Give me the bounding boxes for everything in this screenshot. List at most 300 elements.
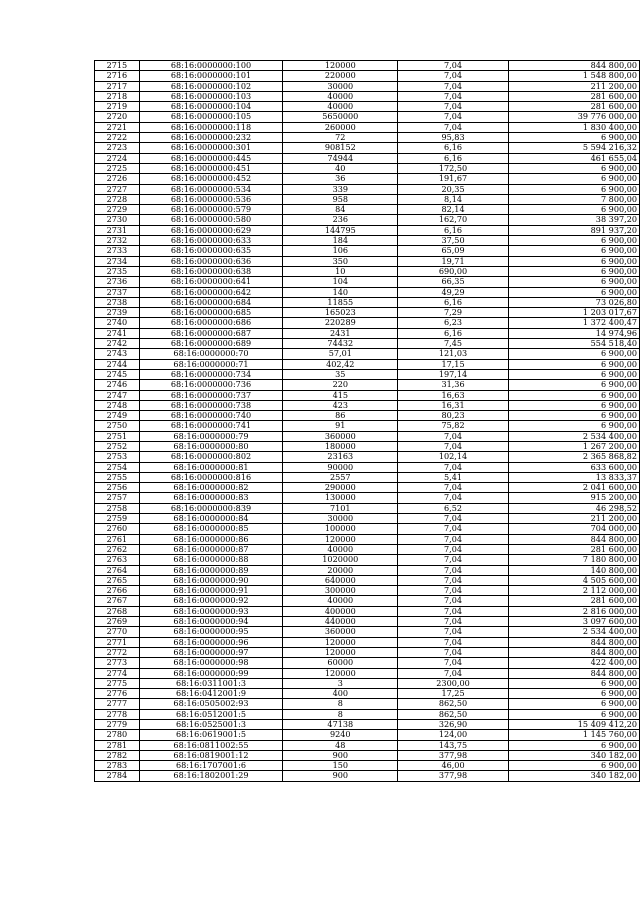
table-row: [95, 133, 640, 143]
row-number-cell: 2761: [95, 534, 140, 544]
value-cell: 6 900,00: [508, 133, 639, 143]
rate-cell: 7,04: [398, 431, 508, 441]
row-number-cell: 2732: [95, 236, 140, 246]
table-row: [95, 441, 640, 451]
area-cell: 165023: [283, 308, 398, 318]
cadastral-number-cell: 68:16:0000000:737: [139, 390, 282, 400]
value-cell: 2 112 000,00: [508, 586, 639, 596]
table-row: [95, 287, 640, 297]
row-number-cell: 2736: [95, 277, 140, 287]
value-cell: 6 900,00: [508, 390, 639, 400]
rate-cell: 7,04: [398, 91, 508, 101]
rate-cell: 46,00: [398, 761, 508, 771]
row-number-cell: 2751: [95, 431, 140, 441]
value-cell: 891 937,20: [508, 225, 639, 235]
rate-cell: 7,04: [398, 493, 508, 503]
value-cell: 844 800,00: [508, 668, 639, 678]
row-number-cell: 2773: [95, 658, 140, 668]
value-cell: 39 776 000,00: [508, 112, 639, 122]
area-cell: 120000: [283, 534, 398, 544]
table-row: [95, 709, 640, 719]
value-cell: 211 200,00: [508, 514, 639, 524]
value-cell: 6 900,00: [508, 266, 639, 276]
value-cell: 7 800,00: [508, 194, 639, 204]
table-row: [95, 421, 640, 431]
rate-cell: 6,16: [398, 153, 508, 163]
value-cell: 4 505 600,00: [508, 575, 639, 585]
area-cell: 40: [283, 163, 398, 173]
row-number-cell: 2763: [95, 555, 140, 565]
value-cell: 6 900,00: [508, 184, 639, 194]
cadastral-number-cell: 68:16:0000000:301: [139, 143, 282, 153]
cadastral-number-cell: 68:16:0000000:91: [139, 586, 282, 596]
table-row: [95, 606, 640, 616]
table-row: [95, 266, 640, 276]
cadastral-number-cell: 68:16:0525001:3: [139, 720, 282, 730]
value-cell: 6 900,00: [508, 236, 639, 246]
row-number-cell: 2778: [95, 709, 140, 719]
rate-cell: 7,04: [398, 483, 508, 493]
value-cell: 6 900,00: [508, 246, 639, 256]
value-cell: 6 900,00: [508, 205, 639, 215]
table-row: [95, 668, 640, 678]
row-number-cell: 2764: [95, 565, 140, 575]
cadastral-number-cell: 68:16:0000000:84: [139, 514, 282, 524]
area-cell: 90000: [283, 462, 398, 472]
value-cell: 15 409 412,20: [508, 720, 639, 730]
area-cell: 100000: [283, 524, 398, 534]
value-cell: 2 041 600,00: [508, 483, 639, 493]
cadastral-number-cell: 68:16:0000000:734: [139, 369, 282, 379]
table-row: [95, 143, 640, 153]
cadastral-number-cell: 68:16:0000000:70: [139, 349, 282, 359]
table-row: [95, 163, 640, 173]
value-cell: 633 600,00: [508, 462, 639, 472]
cadastral-number-cell: 68:16:0000000:93: [139, 606, 282, 616]
rate-cell: 162,70: [398, 215, 508, 225]
cadastral-number-cell: 68:16:0000000:103: [139, 91, 282, 101]
table-row: [95, 153, 640, 163]
area-cell: 900: [283, 750, 398, 760]
cadastral-number-cell: 68:16:0000000:687: [139, 328, 282, 338]
area-cell: 120000: [283, 668, 398, 678]
row-number-cell: 2717: [95, 81, 140, 91]
area-cell: 184: [283, 236, 398, 246]
table-row: [95, 627, 640, 637]
area-cell: 20000: [283, 565, 398, 575]
area-cell: 36: [283, 174, 398, 184]
area-cell: 40000: [283, 544, 398, 554]
cadastral-number-cell: 68:16:0000000:100: [139, 61, 282, 71]
table-row: [95, 246, 640, 256]
row-number-cell: 2741: [95, 328, 140, 338]
value-cell: 6 900,00: [508, 678, 639, 688]
row-number-cell: 2746: [95, 380, 140, 390]
rate-cell: 7,04: [398, 514, 508, 524]
area-cell: 30000: [283, 514, 398, 524]
value-cell: 281 600,00: [508, 596, 639, 606]
cadastral-number-cell: 68:16:0000000:98: [139, 658, 282, 668]
table-row: [95, 390, 640, 400]
rate-cell: 75,82: [398, 421, 508, 431]
area-cell: 260000: [283, 122, 398, 132]
row-number-cell: 2767: [95, 596, 140, 606]
area-cell: 9240: [283, 730, 398, 740]
table-row: [95, 771, 640, 781]
cadastral-number-cell: 68:16:0000000:635: [139, 246, 282, 256]
row-number-cell: 2744: [95, 359, 140, 369]
table-row: [95, 205, 640, 215]
value-cell: 844 800,00: [508, 637, 639, 647]
row-number-cell: 2771: [95, 637, 140, 647]
area-cell: 120000: [283, 637, 398, 647]
rate-cell: 16,31: [398, 400, 508, 410]
rate-cell: 80,23: [398, 411, 508, 421]
rate-cell: 5,41: [398, 472, 508, 482]
row-number-cell: 2777: [95, 699, 140, 709]
area-cell: 2557: [283, 472, 398, 482]
cadastral-number-cell: 68:16:0000000:839: [139, 503, 282, 513]
value-cell: 6 900,00: [508, 411, 639, 421]
cadastral-number-cell: 68:16:0000000:82: [139, 483, 282, 493]
area-cell: 400: [283, 689, 398, 699]
area-cell: 130000: [283, 493, 398, 503]
rate-cell: 7,04: [398, 462, 508, 472]
row-number-cell: 2760: [95, 524, 140, 534]
table-row: [95, 174, 640, 184]
value-cell: 844 800,00: [508, 534, 639, 544]
value-cell: 844 800,00: [508, 647, 639, 657]
area-cell: 23163: [283, 452, 398, 462]
row-number-cell: 2731: [95, 225, 140, 235]
area-cell: 440000: [283, 617, 398, 627]
value-cell: 6 900,00: [508, 277, 639, 287]
area-cell: 47138: [283, 720, 398, 730]
rate-cell: 7,04: [398, 668, 508, 678]
rate-cell: 16,63: [398, 390, 508, 400]
value-cell: 6 900,00: [508, 287, 639, 297]
rate-cell: 6,23: [398, 318, 508, 328]
table-row: [95, 431, 640, 441]
area-cell: 908152: [283, 143, 398, 153]
table-row: [95, 277, 640, 287]
value-cell: 704 000,00: [508, 524, 639, 534]
row-number-cell: 2748: [95, 400, 140, 410]
row-number-cell: 2737: [95, 287, 140, 297]
value-cell: 6 900,00: [508, 369, 639, 379]
row-number-cell: 2769: [95, 617, 140, 627]
area-cell: 144795: [283, 225, 398, 235]
cadastral-number-cell: 68:16:0000000:94: [139, 617, 282, 627]
rate-cell: 82,14: [398, 205, 508, 215]
cadastral-number-cell: 68:16:0000000:83: [139, 493, 282, 503]
table-row: [95, 122, 640, 132]
row-number-cell: 2757: [95, 493, 140, 503]
rate-cell: 95,83: [398, 133, 508, 143]
value-cell: 6 900,00: [508, 740, 639, 750]
rate-cell: 7,04: [398, 441, 508, 451]
value-cell: 7 180 800,00: [508, 555, 639, 565]
table-row: [95, 534, 640, 544]
area-cell: 300000: [283, 586, 398, 596]
table-row: [95, 575, 640, 585]
cadastral-number-cell: 68:16:0000000:685: [139, 308, 282, 318]
value-cell: 6 900,00: [508, 349, 639, 359]
rate-cell: 7,04: [398, 112, 508, 122]
rate-cell: 37,50: [398, 236, 508, 246]
table-row: [95, 184, 640, 194]
area-cell: 900: [283, 771, 398, 781]
value-cell: 281 600,00: [508, 102, 639, 112]
rate-cell: 20,35: [398, 184, 508, 194]
area-cell: 415: [283, 390, 398, 400]
rate-cell: 31,36: [398, 380, 508, 390]
row-number-cell: 2720: [95, 112, 140, 122]
cadastral-number-cell: 68:16:0000000:86: [139, 534, 282, 544]
area-cell: 150: [283, 761, 398, 771]
table-row: [95, 472, 640, 482]
table-row: [95, 678, 640, 688]
cadastral-number-cell: 68:16:0000000:451: [139, 163, 282, 173]
area-cell: 236: [283, 215, 398, 225]
rate-cell: 7,04: [398, 122, 508, 132]
rate-cell: 124,00: [398, 730, 508, 740]
table-row: [95, 699, 640, 709]
table-row: [95, 359, 640, 369]
area-cell: 10: [283, 266, 398, 276]
row-number-cell: 2745: [95, 369, 140, 379]
area-cell: 74944: [283, 153, 398, 163]
value-cell: 461 655,04: [508, 153, 639, 163]
rate-cell: 6,16: [398, 225, 508, 235]
value-cell: 6 900,00: [508, 689, 639, 699]
rate-cell: 7,04: [398, 575, 508, 585]
area-cell: 86: [283, 411, 398, 421]
rate-cell: 191,67: [398, 174, 508, 184]
area-cell: 91: [283, 421, 398, 431]
rate-cell: 7,04: [398, 102, 508, 112]
row-number-cell: 2721: [95, 122, 140, 132]
row-number-cell: 2782: [95, 750, 140, 760]
row-number-cell: 2747: [95, 390, 140, 400]
cadastral-number-cell: 68:16:0000000:101: [139, 71, 282, 81]
rate-cell: 197,14: [398, 369, 508, 379]
row-number-cell: 2765: [95, 575, 140, 585]
rate-cell: 121,03: [398, 349, 508, 359]
area-cell: 30000: [283, 81, 398, 91]
value-cell: 844 800,00: [508, 61, 639, 71]
row-number-cell: 2739: [95, 308, 140, 318]
area-cell: 360000: [283, 627, 398, 637]
table-row: [95, 503, 640, 513]
table-row: [95, 658, 640, 668]
table-row: [95, 328, 640, 338]
area-cell: 35: [283, 369, 398, 379]
value-cell: 340 182,00: [508, 750, 639, 760]
table-row: [95, 81, 640, 91]
row-number-cell: 2772: [95, 647, 140, 657]
table-row: [95, 369, 640, 379]
area-cell: 140: [283, 287, 398, 297]
area-cell: 220: [283, 380, 398, 390]
row-number-cell: 2718: [95, 91, 140, 101]
cadastral-number-cell: 68:16:0000000:740: [139, 411, 282, 421]
rate-cell: 8,14: [398, 194, 508, 204]
table-body: [95, 61, 640, 782]
row-number-cell: 2722: [95, 133, 140, 143]
value-cell: 6 900,00: [508, 699, 639, 709]
table-row: [95, 452, 640, 462]
rate-cell: 7,04: [398, 647, 508, 657]
row-number-cell: 2723: [95, 143, 140, 153]
cadastral-number-cell: 68:16:0811002:55: [139, 740, 282, 750]
area-cell: 8: [283, 709, 398, 719]
row-number-cell: 2775: [95, 678, 140, 688]
row-number-cell: 2716: [95, 71, 140, 81]
rate-cell: 377,98: [398, 771, 508, 781]
area-cell: 5650000: [283, 112, 398, 122]
row-number-cell: 2740: [95, 318, 140, 328]
cadastral-number-cell: 68:16:0000000:741: [139, 421, 282, 431]
row-number-cell: 2759: [95, 514, 140, 524]
row-number-cell: 2742: [95, 339, 140, 349]
table-row: [95, 647, 640, 657]
cadastral-number-cell: 68:16:0000000:89: [139, 565, 282, 575]
area-cell: 339: [283, 184, 398, 194]
cadastral-number-cell: 68:16:0000000:636: [139, 256, 282, 266]
row-number-cell: 2715: [95, 61, 140, 71]
row-number-cell: 2774: [95, 668, 140, 678]
row-number-cell: 2758: [95, 503, 140, 513]
cadastral-number-cell: 68:16:0000000:71: [139, 359, 282, 369]
rate-cell: 19,71: [398, 256, 508, 266]
value-cell: 14 974,96: [508, 328, 639, 338]
cadastral-number-cell: 68:16:1802001:29: [139, 771, 282, 781]
value-cell: 1 203 017,67: [508, 308, 639, 318]
row-number-cell: 2728: [95, 194, 140, 204]
value-cell: 6 900,00: [508, 163, 639, 173]
rate-cell: 2300,00: [398, 678, 508, 688]
value-cell: 422 400,00: [508, 658, 639, 668]
area-cell: 40000: [283, 91, 398, 101]
rate-cell: 102,14: [398, 452, 508, 462]
row-number-cell: 2727: [95, 184, 140, 194]
area-cell: 423: [283, 400, 398, 410]
table-row: [95, 720, 640, 730]
area-cell: 402,42: [283, 359, 398, 369]
table-row: [95, 483, 640, 493]
value-cell: 3 097 600,00: [508, 617, 639, 627]
area-cell: 60000: [283, 658, 398, 668]
value-cell: 281 600,00: [508, 544, 639, 554]
table-row: [95, 586, 640, 596]
value-cell: 6 900,00: [508, 761, 639, 771]
table-row: [95, 339, 640, 349]
cadastral-number-cell: 68:16:0512001:5: [139, 709, 282, 719]
value-cell: 1 267 200,00: [508, 441, 639, 451]
cadastral-number-cell: 68:16:0311001:3: [139, 678, 282, 688]
table-row: [95, 514, 640, 524]
table-row: [95, 91, 640, 101]
rate-cell: 6,16: [398, 143, 508, 153]
table-row: [95, 565, 640, 575]
area-cell: 40000: [283, 102, 398, 112]
rate-cell: 7,04: [398, 544, 508, 554]
table-row: [95, 215, 640, 225]
table-row: [95, 493, 640, 503]
row-number-cell: 2719: [95, 102, 140, 112]
area-cell: 48: [283, 740, 398, 750]
cadastral-number-cell: 68:16:0505002:93: [139, 699, 282, 709]
row-number-cell: 2776: [95, 689, 140, 699]
row-number-cell: 2770: [95, 627, 140, 637]
cadastral-number-cell: 68:16:0000000:638: [139, 266, 282, 276]
table-row: [95, 617, 640, 627]
cadastral-number-cell: 68:16:0000000:104: [139, 102, 282, 112]
cadastral-number-cell: 68:16:0000000:95: [139, 627, 282, 637]
area-cell: 120000: [283, 647, 398, 657]
cadastral-number-cell: 68:16:0000000:633: [139, 236, 282, 246]
row-number-cell: 2783: [95, 761, 140, 771]
rate-cell: 7,04: [398, 71, 508, 81]
area-cell: 106: [283, 246, 398, 256]
value-cell: 281 600,00: [508, 91, 639, 101]
area-cell: 57,01: [283, 349, 398, 359]
rate-cell: 7,04: [398, 627, 508, 637]
cadastral-number-cell: 68:16:0000000:802: [139, 452, 282, 462]
row-number-cell: 2743: [95, 349, 140, 359]
rate-cell: 17,25: [398, 689, 508, 699]
row-number-cell: 2780: [95, 730, 140, 740]
table-row: [95, 380, 640, 390]
value-cell: 2 816 000,00: [508, 606, 639, 616]
table-row: [95, 411, 640, 421]
table-row: [95, 596, 640, 606]
table-row: [95, 524, 640, 534]
rate-cell: 66,35: [398, 277, 508, 287]
rate-cell: 7,04: [398, 534, 508, 544]
table-row: [95, 689, 640, 699]
rate-cell: 7,04: [398, 637, 508, 647]
row-number-cell: 2749: [95, 411, 140, 421]
cadastral-number-cell: 68:16:0819001:12: [139, 750, 282, 760]
cadastral-number-cell: 68:16:0000000:118: [139, 122, 282, 132]
rate-cell: 7,04: [398, 524, 508, 534]
area-cell: 220289: [283, 318, 398, 328]
area-cell: 74432: [283, 339, 398, 349]
cadastral-number-cell: 68:16:0000000:684: [139, 297, 282, 307]
rate-cell: 6,52: [398, 503, 508, 513]
row-number-cell: 2750: [95, 421, 140, 431]
area-cell: 350: [283, 256, 398, 266]
rate-cell: 7,29: [398, 308, 508, 318]
table-row: [95, 112, 640, 122]
value-cell: 2 534 400,00: [508, 431, 639, 441]
area-cell: 220000: [283, 71, 398, 81]
rate-cell: 6,16: [398, 297, 508, 307]
rate-cell: 326,90: [398, 720, 508, 730]
cadastral-number-cell: 68:16:0000000:642: [139, 287, 282, 297]
area-cell: 72: [283, 133, 398, 143]
rate-cell: 143,75: [398, 740, 508, 750]
value-cell: 6 900,00: [508, 421, 639, 431]
area-cell: 180000: [283, 441, 398, 451]
cadastral-number-cell: 68:16:0000000:641: [139, 277, 282, 287]
cadastral-number-cell: 68:16:0000000:81: [139, 462, 282, 472]
area-cell: 84: [283, 205, 398, 215]
cadastral-number-cell: 68:16:0412001:9: [139, 689, 282, 699]
row-number-cell: 2779: [95, 720, 140, 730]
